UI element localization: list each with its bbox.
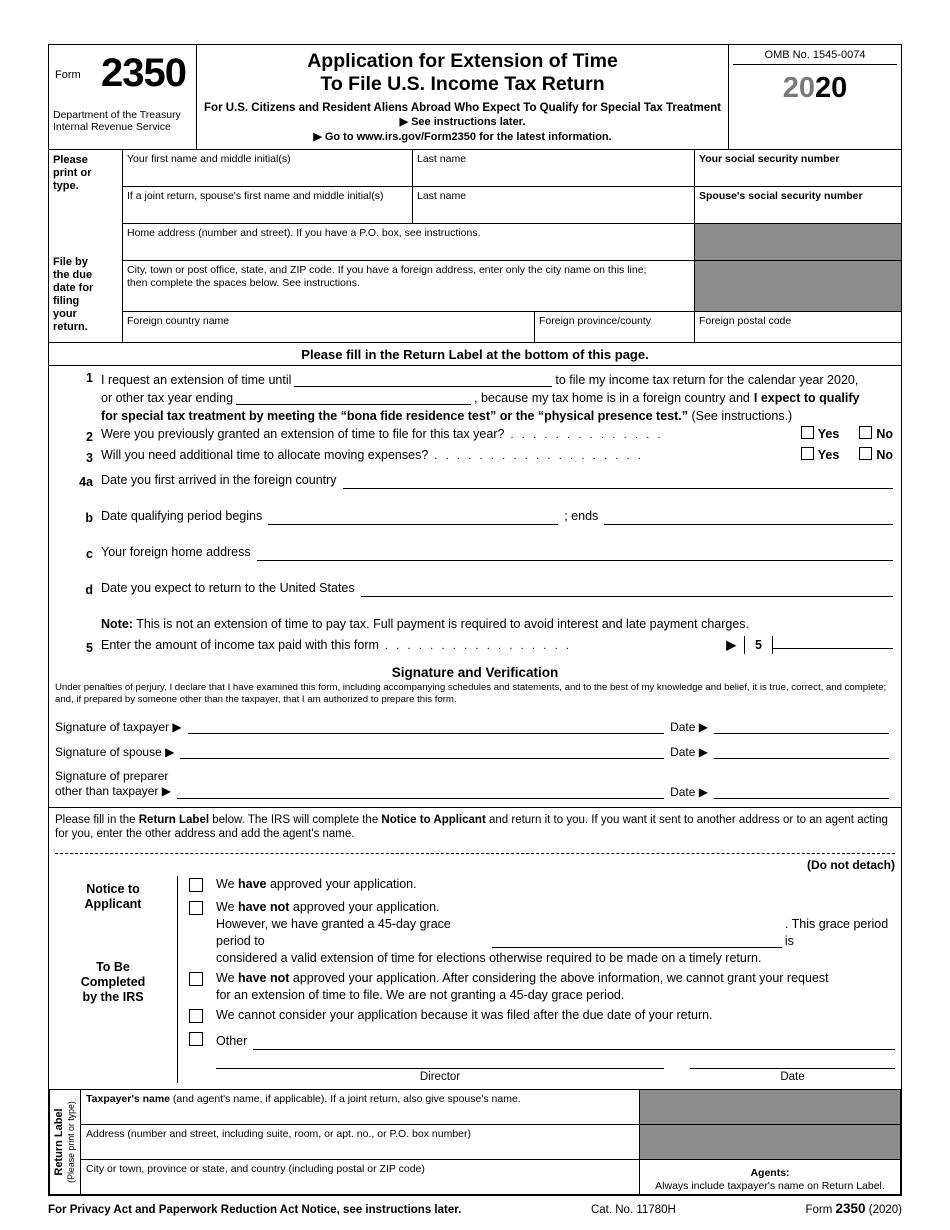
spouse-signature-input[interactable] [180, 744, 664, 759]
line-2-number: 2 [86, 430, 93, 444]
name-address-block [48, 149, 902, 343]
line-4d-text [101, 579, 893, 597]
line-2-no-checkbox[interactable] [859, 426, 872, 439]
note-text [101, 615, 893, 633]
line-3-number: 3 [86, 451, 93, 465]
taxpayer-signature-input[interactable] [188, 719, 664, 734]
line-4d [57, 579, 893, 597]
tax-year [733, 72, 897, 105]
spouse-first-name-field[interactable]: If a joint return, spouse's first name and middle initial(s) [123, 187, 413, 223]
irs-approved-checkbox[interactable] [189, 878, 203, 892]
fill-return-label-notice: Please fill in the Return Label at the bottom of this page. [49, 343, 901, 366]
rl-note-bold1: Return Label [138, 814, 210, 826]
to-be-completed-by-irs-label: To Be Completed by the IRS [80, 960, 146, 1004]
line-1-part-d: , because my tax home is in a foreign country and [474, 391, 750, 405]
spouse-date-label: Date ▶ [670, 745, 708, 759]
first-name-field[interactable]: Your first name and middle initial(s) [123, 150, 413, 186]
irs-item-not-approved-grace [178, 899, 895, 967]
note-body: This is not an extension of time to pay tax. Full payment is required to avoid interest and late payment charges. [136, 617, 750, 631]
file-by-due-date-label: File by the due date for filing your return. [53, 256, 94, 333]
line-4b-label: Date qualifying period begins [101, 509, 263, 523]
perjury-statement: Under penalties of perjury, I declare that I have examined this form, including accompanying schedules and statements, and to the best of my knowledge and belief, it is true, correct, and complete; and, if prepared by someone other than the taxpayer, that I am authorized to prepare this form. [55, 682, 887, 705]
irs-denied-text [216, 970, 895, 1004]
return-label-title: Return Label [53, 1108, 65, 1176]
line-3-no-label: No [876, 448, 893, 462]
note-spacer [57, 615, 101, 633]
notice-to-applicant-label: Notice to Applicant [84, 882, 142, 911]
preparer-date-label: Date ▶ [670, 785, 708, 799]
irs-section-labels [49, 876, 177, 1083]
irs-denied-line1 [216, 970, 895, 987]
irs-denied-bold: have not [238, 971, 290, 985]
preparer-signature-label [55, 769, 171, 799]
catalog-number: Cat. No. 11780H [590, 1204, 676, 1216]
taxpayer-date-label: Date ▶ [670, 720, 708, 734]
line-2-leader: . . . . . . . . . . . . . . [510, 429, 664, 441]
form-label: Form [55, 69, 81, 81]
signature-heading: Signature and Verification [391, 665, 559, 680]
return-label-name-bold: Taxpayer's name [86, 1093, 171, 1105]
home-address-field[interactable]: Home address (number and street). If you have a P.O. box, see instructions. [123, 224, 695, 260]
return-label-side-text [53, 1101, 77, 1183]
line-4c-number: c [86, 547, 93, 561]
line-4c-input[interactable] [257, 545, 893, 561]
irs-grace-line1 [216, 899, 895, 916]
line-1 [57, 371, 893, 425]
line-4d-input[interactable] [361, 581, 893, 597]
irs-denied-checkbox[interactable] [189, 972, 203, 986]
line-2-no-label: No [876, 427, 893, 441]
irs-grace-bold: have not [238, 900, 290, 914]
irs-signature-lines [178, 1068, 895, 1083]
taxpayer-signature-row [49, 719, 901, 734]
return-label-row-2 [81, 1125, 900, 1160]
line-3-leader: . . . . . . . . . . . . . . . . . . . [434, 450, 644, 462]
irs-grace-checkbox-wrap[interactable] [178, 899, 216, 967]
ssn-field[interactable] [695, 150, 901, 186]
line-4a-label: Date you first arrived in the foreign country [101, 473, 337, 487]
see-instructions: ▶ See instructions later. [399, 116, 526, 128]
irs-denied-line2: for an extension of time to file. We are not granting a 45-day grace period. [216, 988, 625, 1002]
line-3-no-checkbox[interactable] [859, 447, 872, 460]
shaded-block-top [695, 224, 901, 260]
irs-grace-line3: considered a valid extension of time for elections otherwise required to be made on a timely return. [216, 951, 762, 965]
ssn-label: Your social security number [699, 153, 840, 165]
line-1-part-b: to file my income tax return for the calendar year 2020, [555, 373, 859, 387]
spouse-signature-row [49, 744, 901, 759]
form-footer [48, 1196, 902, 1216]
form-title-line1: Application for Extension of Time [307, 50, 618, 72]
line-4b-text [101, 507, 893, 525]
line-4c [57, 543, 893, 561]
return-label-shaded-2 [640, 1125, 900, 1159]
return-label-instructions [49, 807, 901, 845]
return-label-name-field[interactable] [81, 1090, 640, 1124]
form-subtitle: For U.S. Citizens and Resident Aliens Abroad Who Expect To Qualify for Special Tax Treatment [204, 102, 721, 114]
print-or-type-label: Please print or type. [53, 154, 92, 192]
line-1-part-g: (See instructions.) [691, 409, 793, 423]
line-1-number: 1 [86, 371, 93, 385]
return-label-row-1 [81, 1090, 900, 1125]
agents-instruction: Always include taxpayer's name on Return Label. [655, 1180, 885, 1192]
line-5-leader: . . . . . . . . . . . . . . . . . [384, 640, 572, 652]
irs-denied-part2: approved your application. After considering the above information, we cannot grant your request [289, 971, 829, 985]
director-signature-line[interactable]: Director [216, 1068, 664, 1083]
side-instructions [49, 150, 123, 342]
line-5-arrow: ▶ [726, 638, 737, 652]
line-4b-begins-input[interactable] [268, 509, 558, 525]
irs-other-input[interactable] [253, 1034, 895, 1050]
footer-form-label: Form [805, 1204, 836, 1216]
irs-grace-extra2: . This grace period is [784, 917, 889, 948]
agents-note-text [645, 1163, 895, 1193]
irs-denied-part1: We [216, 971, 238, 985]
irs-grace-checkbox[interactable] [189, 901, 203, 915]
irs-grace-extra1: However, we have granted a 45-day grace period to [216, 917, 451, 948]
irs-section [49, 872, 901, 1083]
irs-other-label: Other [216, 1034, 248, 1048]
line-4a-text [101, 471, 893, 489]
foreign-postal-field[interactable]: Foreign postal code [699, 315, 792, 327]
tax-year-prefix: 20 [782, 72, 815, 104]
line-2-text [101, 425, 893, 444]
header-title-block [197, 45, 729, 149]
preparer-date-input[interactable] [714, 784, 889, 799]
city-state-zip-field[interactable]: City, town or post office, state, and ZIP code. If you have a foreign address, enter only the city name on this line; then complete the spaces below. See instructions. [123, 261, 695, 311]
line-2-yes-label: Yes [817, 427, 840, 441]
payment-note [57, 615, 893, 633]
footer-form-id [805, 1201, 902, 1216]
form-number: 2350 [101, 51, 186, 95]
form-body [48, 343, 902, 1196]
irs-late-text: We cannot consider your application because it was filed after the due date of your return. [216, 1008, 713, 1022]
preparer-label-line2: other than taxpayer ▶ [55, 784, 171, 798]
irs-grace-line2 [216, 916, 895, 950]
irs-late-checkbox-wrap[interactable] [178, 1007, 216, 1027]
line-1-part-f: for special tax treatment by meeting the “bona fide residence test” or the “physical presence test.” [101, 409, 688, 423]
line-2-no[interactable] [857, 425, 893, 443]
irs-grace-part1: We [216, 900, 238, 914]
irs-other-checkbox-wrap[interactable] [178, 1030, 216, 1050]
line-5 [57, 633, 893, 655]
line-3-question: Will you need additional time to allocate moving expenses? [101, 448, 429, 462]
questions-block [49, 366, 901, 663]
irs-approved-part1: We [216, 877, 238, 891]
shaded-block-bottom [695, 261, 901, 311]
return-label-fields [81, 1090, 900, 1194]
line-3-yes[interactable] [799, 446, 840, 464]
tax-year-suffix: 20 [815, 72, 848, 104]
privacy-act-notice: For Privacy Act and Paperwork Reduction Act Notice, see instructions later. [48, 1204, 462, 1216]
form-title-line2: To File U.S. Income Tax Return [320, 73, 605, 95]
irs-late-checkbox[interactable] [189, 1009, 203, 1023]
line-5-label: Enter the amount of income tax paid with this form [101, 638, 379, 652]
agents-note [640, 1160, 900, 1194]
footer-form-year: (2020) [865, 1204, 902, 1216]
form-header [48, 44, 902, 149]
irs-approved-text [216, 876, 895, 896]
form-2350 [48, 44, 902, 1216]
line-1-part-c: or other tax year ending [101, 391, 234, 405]
line-3-yes-label: Yes [817, 448, 840, 462]
return-label-city-field[interactable]: City or town, province or state, and country (including postal or ZIP code) [81, 1160, 640, 1194]
spouse-ssn-label: Spouse's social security number [699, 190, 863, 202]
goto-link[interactable]: ▶ Go to www.irs.gov/Form2350 for the latest information. [313, 131, 612, 143]
line-1-part-a: I request an extension of time until [101, 373, 292, 387]
line-4d-label: Date you expect to return to the United States [101, 581, 355, 595]
irs-checkbox-list [177, 876, 901, 1083]
rl-note-part2: below. The IRS will complete the [209, 814, 382, 826]
name-row-1 [123, 150, 901, 187]
irs-other-checkbox[interactable] [189, 1032, 203, 1046]
return-label-name-rest: (and agent's name, if applicable). If a joint return, also give spouse's name. [170, 1093, 521, 1105]
line-5-amount-input[interactable] [773, 633, 893, 649]
taxpayer-date-input[interactable] [714, 719, 889, 734]
taxpayer-signature-label: Signature of taxpayer ▶ [55, 720, 182, 734]
line-1-date-input[interactable] [294, 373, 552, 387]
line-4b-number: b [85, 511, 93, 525]
line-4a [57, 471, 893, 489]
name-address-fields [123, 150, 901, 342]
service-label: Internal Revenue Service [53, 121, 171, 133]
irs-grace-text [216, 899, 895, 967]
rl-note-part1: Please fill in the [55, 814, 139, 826]
return-label-side [50, 1090, 81, 1194]
return-label-box [49, 1089, 901, 1195]
line-5-number: 5 [86, 641, 93, 655]
line-2-yes-checkbox[interactable] [801, 426, 814, 439]
return-label-row-3 [81, 1160, 900, 1194]
header-left [49, 45, 197, 149]
last-name-field[interactable]: Last name [413, 150, 695, 186]
line-3-text [101, 446, 893, 465]
irs-approved-part2: approved your application. [266, 877, 417, 891]
foreign-row [123, 312, 901, 342]
irs-denied-checkbox-wrap[interactable] [178, 970, 216, 1004]
line-5-box-number: 5 [744, 636, 773, 654]
header-right [729, 45, 901, 149]
rl-note-part3: and return it to you. If you want it sent to another address or to an agent acting for you, enter the other address and add the agent's name. [55, 814, 888, 840]
name-row-2 [123, 187, 901, 224]
signature-section [49, 663, 901, 799]
rl-note-bold2: Notice to Applicant [381, 814, 486, 826]
line-2-question: Were you previously granted an extension of time to file for this tax year? [101, 427, 505, 441]
foreign-country-field[interactable]: Foreign country name [123, 312, 535, 342]
line-4d-number: d [85, 583, 93, 597]
line-5-text [101, 633, 893, 655]
preparer-label-line1: Signature of preparer [55, 769, 169, 783]
agents-label: Agents: [750, 1167, 790, 1179]
return-label-subtitle: (Please print or type) [66, 1101, 76, 1183]
irs-item-approved [178, 876, 895, 896]
city-row [123, 261, 901, 312]
preparer-signature-row [49, 769, 901, 799]
line-2-yes[interactable] [799, 425, 840, 443]
omb-number: OMB No. 1545-0074 [733, 49, 897, 65]
irs-other-text [216, 1030, 895, 1050]
irs-approved-bold: have [238, 877, 267, 891]
line-4a-number: 4a [79, 475, 93, 489]
line-4b-ends-input[interactable] [604, 509, 893, 525]
irs-item-late [178, 1007, 895, 1027]
foreign-province-field[interactable]: Foreign province/county [535, 312, 695, 342]
agency-block [53, 109, 192, 133]
irs-approved-checkbox-wrap[interactable] [178, 876, 216, 896]
irs-grace-part2: approved your application. [289, 900, 440, 914]
preparer-signature-input[interactable] [177, 784, 664, 799]
line-2 [57, 425, 893, 444]
line-4b [57, 507, 893, 525]
line-1-text [101, 371, 893, 425]
spouse-last-name-field[interactable]: Last name [413, 187, 695, 223]
line-1-tax-year-input[interactable] [236, 391, 471, 405]
line-4b-ends-label: ; ends [564, 509, 599, 523]
line-3-yes-checkbox[interactable] [801, 447, 814, 460]
irs-grace-date-input[interactable] [492, 934, 782, 948]
line-3-no[interactable] [857, 446, 893, 464]
line-1-part-e: I expect to qualify [753, 391, 860, 405]
line-4c-text [101, 543, 893, 561]
return-label-address-field[interactable]: Address (number and street, including suite, room, or apt. no., or P.O. box number) [81, 1125, 640, 1159]
line-3 [57, 446, 893, 465]
irs-date-line[interactable]: Date [690, 1068, 895, 1083]
return-label-shaded-1 [640, 1090, 900, 1124]
spouse-date-input[interactable] [714, 744, 889, 759]
address-row [123, 224, 901, 261]
line-4a-input[interactable] [343, 473, 893, 489]
department-label: Department of the Treasury [53, 109, 181, 121]
note-label: Note: [101, 617, 133, 631]
irs-item-other [178, 1030, 895, 1050]
spouse-signature-label: Signature of spouse ▶ [55, 745, 175, 759]
do-not-detach-label: (Do not detach) [55, 853, 895, 872]
footer-form-number: 2350 [835, 1201, 866, 1216]
spouse-ssn-field[interactable] [695, 187, 901, 223]
irs-item-denied [178, 970, 895, 1004]
line-4c-label: Your foreign home address [101, 545, 251, 559]
